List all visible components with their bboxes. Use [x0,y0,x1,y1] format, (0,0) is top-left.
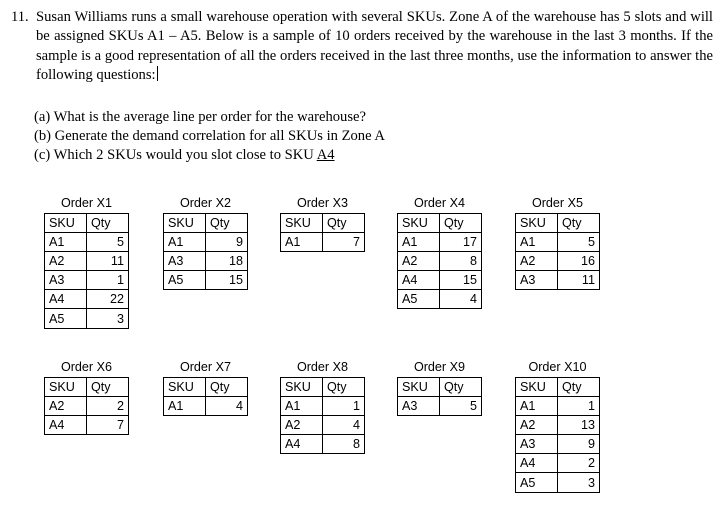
table-row [398,232,482,251]
order-header-row [398,213,482,232]
sku-cell: A1 [516,396,558,415]
problem-number: 11. [11,9,29,25]
qty-cell: 13 [558,415,600,434]
table-row [164,232,248,251]
order-table [280,357,365,454]
sku-header: SKU [516,213,558,232]
table-row [516,271,600,290]
qty-header: Qty [558,213,600,232]
order-header-row [281,377,365,396]
qty-header: Qty [440,377,482,396]
sku-cell: A1 [398,232,440,251]
qty-cell: 3 [87,309,129,328]
sku-header: SKU [516,377,558,396]
question-b [34,127,385,146]
qty-cell: 7 [323,232,365,251]
qty-header: Qty [206,213,248,232]
qty-cell: 15 [206,271,248,290]
qty-cell: 4 [323,415,365,434]
order-table [280,193,365,252]
table-row [281,232,365,251]
sku-cell: A1 [516,232,558,251]
table-row [398,396,482,415]
sku-cell: A1 [45,232,87,251]
table-row [516,454,600,473]
qty-cell: 18 [206,251,248,270]
sku-cell: A1 [164,232,206,251]
order-title: Order X2 [179,195,232,210]
order-table [163,357,248,416]
order-title: Order X1 [60,195,113,210]
order-table [163,193,248,290]
sku-header: SKU [164,377,206,396]
sku-header: SKU [398,213,440,232]
order-table [44,193,129,329]
table-row [516,232,600,251]
table-row [45,415,129,434]
sku-cell: A5 [516,473,558,492]
sku-cell: A2 [516,415,558,434]
order-table [515,193,600,290]
sku-cell: A2 [516,251,558,270]
sku-cell: A2 [45,396,87,415]
order-header-row [164,213,248,232]
order-title: Order X4 [413,195,466,210]
order-title: Order X8 [296,359,349,374]
sku-cell: A4 [281,435,323,454]
sku-cell: A3 [398,396,440,415]
qty-cell: 1 [87,271,129,290]
qty-cell: 11 [87,251,129,270]
qty-cell: 11 [558,271,600,290]
qty-cell: 8 [440,251,482,270]
order-header-row [164,377,248,396]
qty-cell: 2 [558,454,600,473]
question-list [34,108,385,166]
sku-header: SKU [45,213,87,232]
order-header-row [398,377,482,396]
sku-cell: A3 [45,271,87,290]
problem-text-body: Susan Williams runs a small warehouse operation with several SKUs. Zone A of the warehouse has 5 slots and will be assigned SKUs A1 – A5. Below is a sample of 10 orders received by the warehouse in the last 3 months. If the sample is a good representation of all the orders received in the last three months, use the information to answer the following questions: [36,9,713,84]
sku-cell: A3 [516,271,558,290]
text-cursor [157,66,158,81]
order-title: Order X7 [179,359,232,374]
order-header-row [45,377,129,396]
sku-cell: A2 [281,415,323,434]
sku-header: SKU [164,213,206,232]
qty-cell: 3 [558,473,600,492]
order-header-row [281,213,365,232]
qty-header: Qty [206,377,248,396]
table-row [45,232,129,251]
question-a-text: (a) What is the average line per order for the warehouse? [34,109,366,125]
table-row [45,251,129,270]
order-table [397,193,482,309]
order-title: Order X5 [531,195,584,210]
sku-cell: A5 [45,309,87,328]
qty-cell: 15 [440,271,482,290]
sku-cell: A5 [398,290,440,309]
order-table [515,357,600,493]
sku-cell: A4 [45,415,87,434]
sku-cell: A3 [164,251,206,270]
sku-cell: A5 [164,271,206,290]
qty-cell: 22 [87,290,129,309]
qty-header: Qty [558,377,600,396]
qty-cell: 4 [206,396,248,415]
sku-cell: A4 [398,271,440,290]
sku-cell: A2 [45,251,87,270]
question-b-text: (b) Generate the demand correlation for all SKUs in Zone A [34,128,385,145]
table-row [281,396,365,415]
sku-header: SKU [45,377,87,396]
qty-cell: 2 [87,396,129,415]
table-row [516,473,600,492]
sku-cell: A1 [164,396,206,415]
table-row [516,396,600,415]
order-title: Order X6 [60,359,113,374]
table-row [45,271,129,290]
sku-cell: A1 [281,232,323,251]
sku-cell: A1 [281,396,323,415]
table-row [516,415,600,434]
qty-header: Qty [440,213,482,232]
problem-statement [11,8,713,86]
sku-header: SKU [398,377,440,396]
qty-cell: 8 [323,435,365,454]
sku-cell: A4 [45,290,87,309]
order-table [44,357,129,435]
qty-cell: 9 [206,232,248,251]
order-header-row [516,213,600,232]
qty-header: Qty [87,213,129,232]
table-row [164,271,248,290]
table-row [281,435,365,454]
order-table [397,357,482,416]
sku-cell: A3 [516,435,558,454]
question-a [34,108,385,127]
table-row [45,396,129,415]
qty-cell: 1 [558,396,600,415]
qty-cell: 7 [87,415,129,434]
qty-cell: 9 [558,435,600,454]
qty-cell: 5 [558,232,600,251]
table-row [45,309,129,328]
qty-cell: 5 [87,232,129,251]
table-row [398,290,482,309]
table-row [45,290,129,309]
problem-text [36,8,713,86]
qty-cell: 4 [440,290,482,309]
qty-cell: 5 [440,396,482,415]
qty-header: Qty [323,377,365,396]
order-title: Order X10 [528,359,587,374]
qty-cell: 16 [558,251,600,270]
table-row [516,435,600,454]
sku-cell: A4 [516,454,558,473]
question-c [34,146,385,165]
table-row [164,251,248,270]
table-row [398,251,482,270]
question-c-sku: A4 [316,147,335,164]
order-title: Order X9 [413,359,466,374]
order-header-row [45,213,129,232]
question-c-text: (c) Which 2 SKUs would you slot close to SKU [34,147,317,164]
order-title: Order X3 [296,195,349,210]
order-header-row [516,377,600,396]
qty-cell: 1 [323,396,365,415]
table-row [398,271,482,290]
table-row [164,396,248,415]
table-row [516,251,600,270]
qty-header: Qty [323,213,365,232]
qty-header: Qty [87,377,129,396]
sku-header: SKU [281,377,323,396]
table-row [281,415,365,434]
sku-header: SKU [281,213,323,232]
sku-cell: A2 [398,251,440,270]
qty-cell: 17 [440,232,482,251]
